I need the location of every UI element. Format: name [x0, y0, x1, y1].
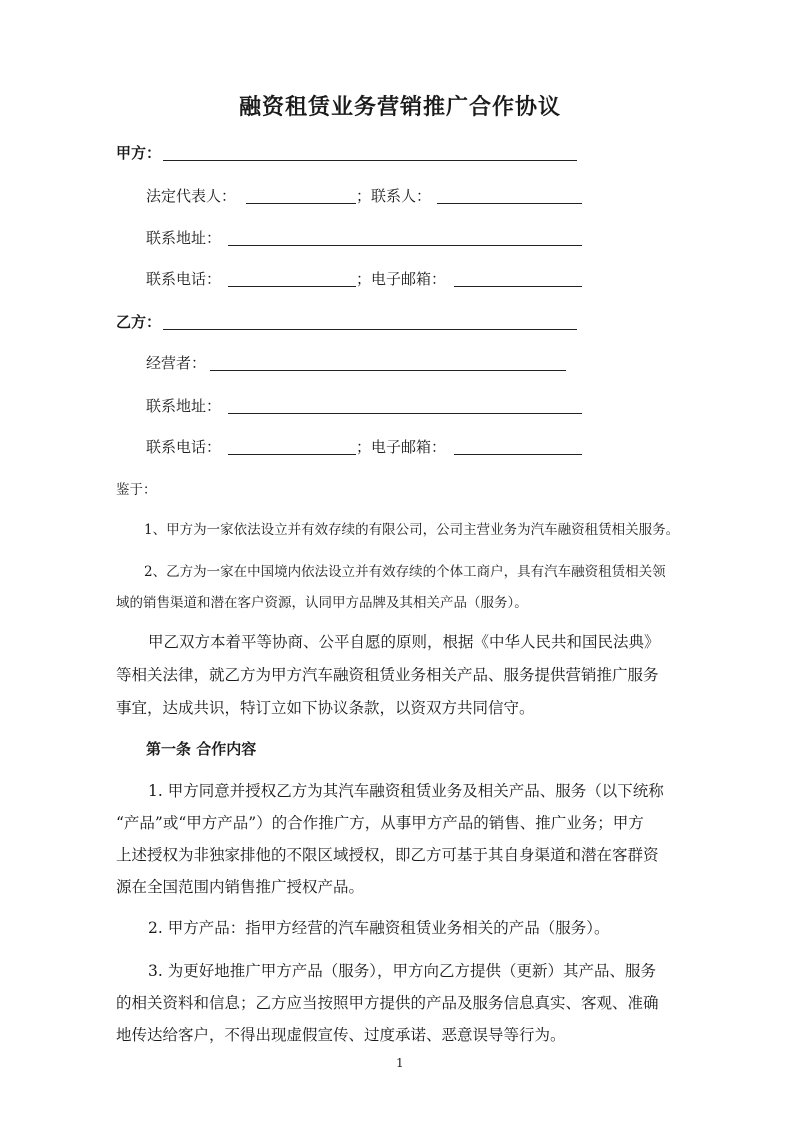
party-b-phone-label: 联系电话： — [146, 438, 222, 456]
article-1-clause-2: 2. 甲方产品：指甲方经营的汽车融资租赁业务相关的产品（服务）。 — [148, 919, 610, 937]
party-a-contact-label: ；联系人： — [356, 187, 432, 205]
article-1-clause-1-line-3: 上述授权为非独家排他的不限区域授权，即乙方可基于其自身渠道和潜在客群资 — [116, 846, 659, 864]
party-b-operator-label: 经营者： — [146, 354, 207, 372]
party-a-rep-field[interactable] — [246, 203, 356, 204]
article-1-clause-1-line-4: 源在全国范围内销售推广授权产品。 — [116, 878, 365, 896]
party-a-phone-field[interactable] — [228, 286, 356, 287]
page-number: 1 — [396, 1056, 404, 1070]
document-title: 融资租赁业务营销推广合作协议 — [238, 95, 561, 120]
whereas-item-1: 1、甲方为一家依法设立并有效存续的有限公司，公司主营业务为汽车融资租赁相关服务。 — [144, 522, 680, 538]
article-1-clause-3-line-2: 的相关资料和信息；乙方应当按照甲方提供的产品及服务信息真实、客观、准确 — [116, 994, 659, 1012]
party-b-address-label: 联系地址： — [146, 397, 222, 415]
party-b-label: 乙方： — [116, 313, 162, 331]
article-1-heading: 第一条 合作内容 — [146, 740, 257, 758]
article-1-clause-3-line-1: 3. 为更好地推广甲方产品（服务），甲方向乙方提供（更新）其产品、服务 — [148, 962, 656, 980]
whereas-item-2-line-2: 域的销售渠道和潜在客户资源，认同甲方品牌及其相关产品（服务）。 — [116, 595, 528, 611]
party-a-address-label: 联系地址： — [146, 229, 222, 247]
whereas-label: 鉴于： — [116, 482, 157, 498]
party-a-email-label: ；电子邮箱： — [356, 270, 447, 288]
party-b-name-field[interactable] — [163, 329, 577, 330]
article-1-clause-3-line-3: 地传达给客户，不得出现虚假宣传、过度承诺、恶意误导等行为。 — [116, 1026, 566, 1044]
preamble-line-2: 等相关法律，就乙方为甲方汽车融资租赁业务相关产品、服务提供营销推广服务 — [116, 666, 659, 684]
party-b-phone-field[interactable] — [228, 454, 356, 455]
party-b-operator-field[interactable] — [210, 370, 566, 371]
party-a-address-field[interactable] — [228, 245, 582, 246]
preamble-line-1: 甲乙双方本着平等协商、公平自愿的原则，根据《中华人民共和国民法典》 — [148, 633, 660, 651]
article-1-clause-1-line-2: “产品”或“甲方产品”）的合作推广方，从事甲方产品的销售、推广业务；甲方 — [116, 814, 644, 832]
party-b-email-field[interactable] — [454, 454, 582, 455]
party-a-name-field[interactable] — [163, 160, 577, 161]
preamble-line-3: 事宜，达成共识，特订立如下协议条款，以资双方共同信守。 — [116, 699, 535, 717]
party-b-email-label: ；电子邮箱： — [356, 438, 447, 456]
article-1-clause-1-line-1: 1. 甲方同意并授权乙方为其汽车融资租赁业务及相关产品、服务（以下统称 — [148, 782, 664, 800]
whereas-item-2-line-1: 2、乙方为一家在中国境内依法设立并有效存续的个体工商户，具有汽车融资租赁相关领 — [144, 564, 666, 580]
party-a-email-field[interactable] — [454, 286, 582, 287]
party-b-address-field[interactable] — [228, 413, 582, 414]
party-a-label: 甲方： — [116, 144, 162, 162]
party-a-rep-label: 法定代表人： — [146, 187, 237, 205]
party-a-phone-label: 联系电话： — [146, 270, 222, 288]
party-a-contact-field[interactable] — [437, 203, 582, 204]
